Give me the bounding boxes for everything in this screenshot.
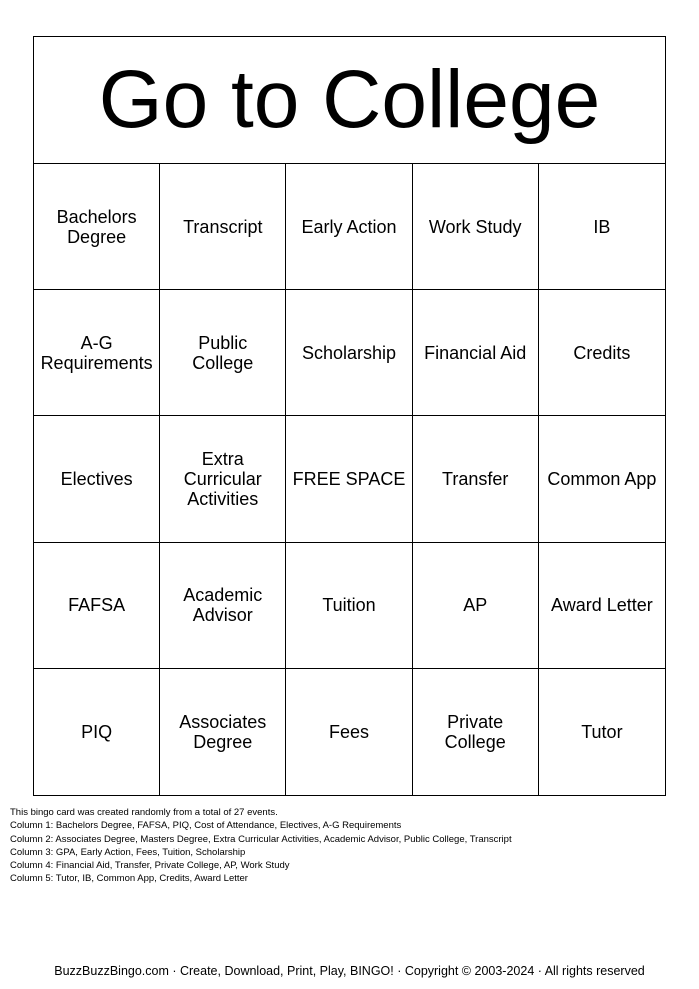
- bingo-card: [33, 36, 666, 796]
- notes-column-5: Column 5: Tutor, IB, Common App, Credits, Award Letter: [10, 873, 248, 885]
- bingo-cell: Credits: [539, 290, 665, 416]
- bingo-grid: [34, 164, 665, 795]
- bingo-cell: FAFSA: [34, 543, 160, 669]
- bingo-cell: Private College: [413, 669, 539, 795]
- notes-column-4: Column 4: Financial Aid, Transfer, Private College, AP, Work Study: [10, 860, 290, 872]
- bingo-cell: AP: [413, 543, 539, 669]
- notes-column-2: Column 2: Associates Degree, Masters Degree, Extra Curricular Activities, Academic Advisor, Public College, Transcript: [10, 833, 512, 845]
- bingo-cell: Associates Degree: [160, 669, 286, 795]
- bingo-cell: Academic Advisor: [160, 543, 286, 669]
- bingo-cell: Electives: [34, 416, 160, 542]
- bingo-cell: Common App: [539, 416, 665, 542]
- bingo-cell: Early Action: [286, 164, 412, 290]
- bingo-cell: Bachelors Degree: [34, 164, 160, 290]
- free-space-cell: FREE SPACE: [286, 416, 412, 542]
- notes-column-1: Column 1: Bachelors Degree, FAFSA, PIQ, Cost of Attendance, Electives, A-G Requirements: [10, 820, 402, 832]
- bingo-cell: Extra Curricular Activities: [160, 416, 286, 542]
- bingo-cell: Work Study: [413, 164, 539, 290]
- bingo-cell: Tutor: [581, 721, 623, 742]
- bingo-cell: Fees: [286, 669, 412, 795]
- notes-column-3: Column 3: GPA, Early Action, Fees, Tuition, Scholarship: [10, 846, 246, 858]
- bingo-cell: Scholarship: [286, 290, 412, 416]
- bingo-cell: Transcript: [160, 164, 286, 290]
- notes-summary: This bingo card was created randomly from a total of 27 events.: [10, 807, 278, 818]
- bingo-cell: Transfer: [413, 416, 539, 542]
- bingo-cell: Tuition: [286, 543, 412, 669]
- bingo-cell: Public College: [160, 290, 286, 416]
- bingo-cell: A-G Requirements: [34, 290, 160, 416]
- bingo-cell: Award Letter: [539, 543, 665, 669]
- footer-copyright: BuzzBuzzBingo.com · Create, Download, Print, Play, BINGO! · Copyright © 2003-2024 · All rights reserved: [54, 964, 645, 978]
- card-notes: [10, 806, 512, 886]
- bingo-cell: PIQ: [34, 669, 160, 795]
- card-title: Go to College: [34, 37, 665, 164]
- bingo-cell: IB: [539, 164, 665, 290]
- bingo-cell: Financial Aid: [413, 290, 539, 416]
